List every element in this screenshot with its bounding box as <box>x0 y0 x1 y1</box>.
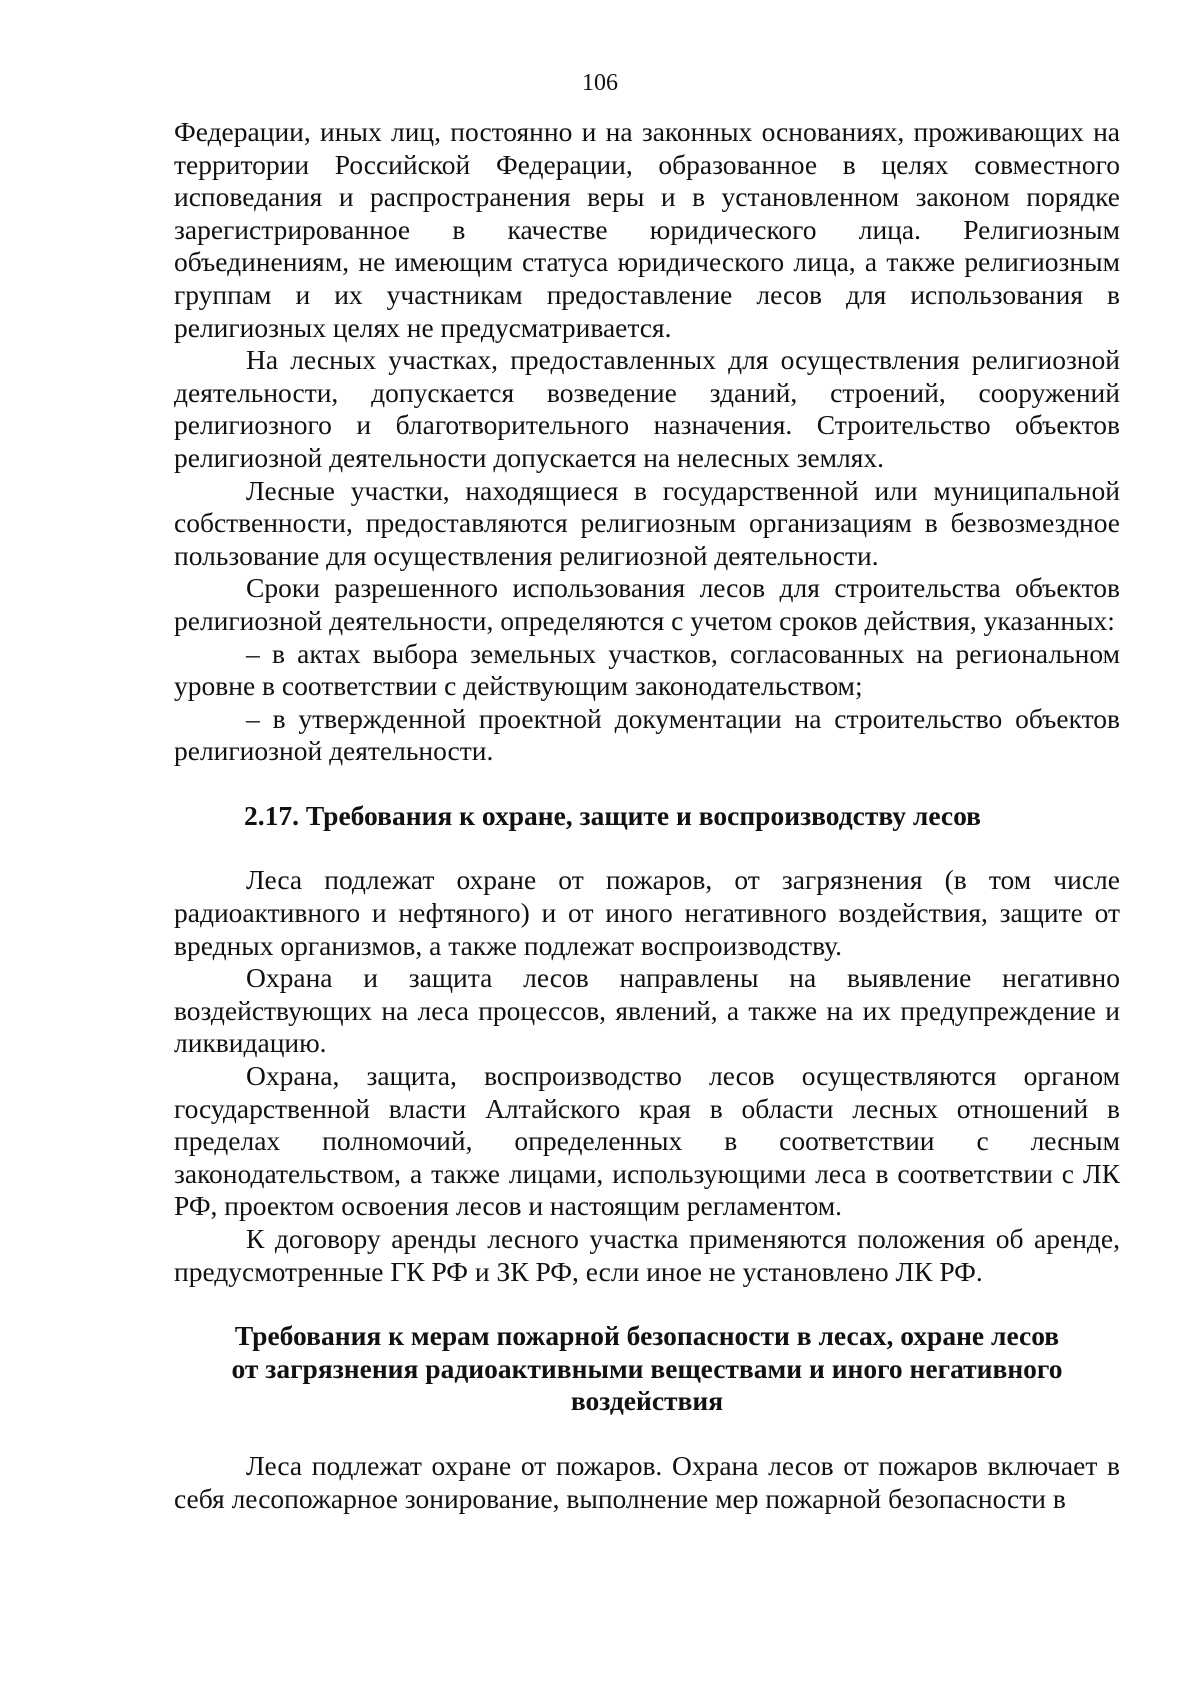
paragraph-authorities: Охрана, защита, воспроизводство лесов осуществляются органом государственной власти Алтайского края в области лесных отношений в пределах полномочий, определенных в соответствии с лесным законодательством, а также лицами, использующими леса в соответствии с ЛК РФ, проектом освоения лесов и настоящим регламентом. <box>174 1060 1120 1222</box>
paragraph-forest-protection: Леса подлежат охране от пожаров, от загрязнения (в том числе радиоактивного и нефтяного) и от иного негативного воздействия, защите от вредных организмов, а также подлежат воспроизводству. <box>174 864 1120 961</box>
heading-line: воздействия <box>570 1385 724 1417</box>
page-number: 106 <box>582 70 618 96</box>
paragraph-lease: К договору аренды лесного участка применяются положения об аренде, предусмотренные ГК РФ и ЗК РФ, если иное не установлено ЛК РФ. <box>174 1223 1120 1287</box>
paragraph-protection-aims: Охрана и защита лесов направлены на выявление негативно воздействующих на леса процессов, явлений, а также на их предупреждение и ликвидацию. <box>174 962 1120 1059</box>
paragraph-construction: На лесных участках, предоставленных для осуществления религиозной деятельности, допускается возведение зданий, строений, сооружений религиозного и благотворительного назначения. Строительство объектов религиозной деятельности допускается на нелесных землях. <box>174 344 1120 473</box>
subsection-heading-fire-safety <box>174 1320 1120 1418</box>
document-body <box>174 116 1120 1515</box>
section-heading-2-17: 2.17. Требования к охране, защите и воспроизводству лесов <box>244 799 981 831</box>
heading-line: от загрязнения радиоактивными веществами и иного негативного <box>231 1352 1063 1384</box>
paragraph-land-plots: Лесные участки, находящиеся в государственной или муниципальной собственности, предоставляются религиозным организациям в безвозмездное пользование для осуществления религиозной деятельности. <box>174 474 1120 571</box>
heading-line: Требования к мерам пожарной безопасности в лесах, охране лесов <box>234 1320 1060 1352</box>
paragraph-fire-protection: Леса подлежат охране от пожаров. Охрана лесов от пожаров включает в себя лесопожарное зонирование, выполнение мер пожарной безопасности в <box>174 1449 1120 1514</box>
paragraph-religious-orgs: Федерации, иных лиц, постоянно и на законных основаниях, проживающих на территории Российской Федерации, образованное в целях совместного исповедания и распространения веры и в установленном законом порядке зарегистрированное в качестве юридического лица. Религиозным объединениям, не имеющим статуса юридического лица, а также религиозным группам и их участникам предоставление лесов для использования в религиозных целях не предусматривается. <box>174 116 1120 343</box>
list-item-land-acts: – в актах выбора земельных участков, согласованных на региональном уровне в соответствии с действующим законодательством; <box>174 637 1120 702</box>
list-item-project-docs: – в утвержденной проектной документации на строительство объектов религиозной деятельности. <box>174 702 1120 767</box>
paragraph-usage-terms: Сроки разрешенного использования лесов для строительства объектов религиозной деятельности, определяются с учетом сроков действия, указанных: <box>174 572 1120 636</box>
